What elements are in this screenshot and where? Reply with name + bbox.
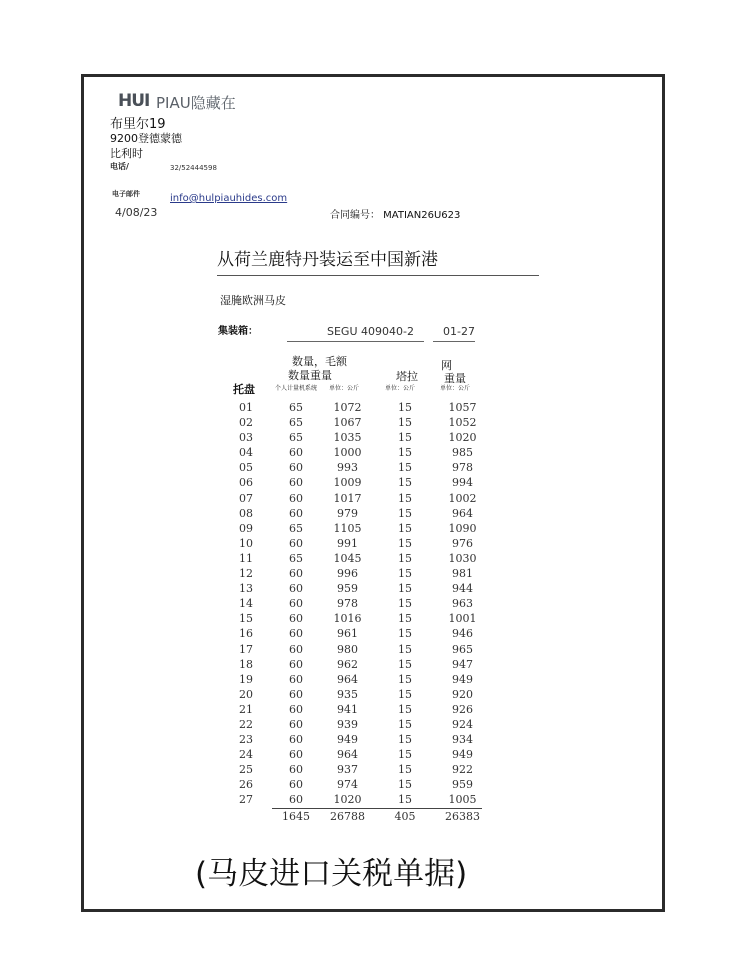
table-row (216, 506, 494, 521)
product-name: 湿腌欧洲马皮 (220, 294, 286, 307)
cell-net: 1030 (448, 551, 477, 565)
cell-pallet: 24 (239, 748, 253, 762)
cell-net: 946 (452, 627, 473, 641)
cell-gross: 1035 (333, 431, 362, 445)
cell-pallet: 25 (239, 763, 253, 777)
unit-net: 单位：公斤 (440, 385, 471, 392)
cell-pallet: 18 (239, 657, 253, 671)
cell-tare: 15 (398, 717, 412, 731)
cell-pallet: 06 (239, 476, 253, 490)
cell-gross: 961 (337, 627, 358, 641)
cell-gross: 959 (337, 582, 358, 596)
table-row (216, 566, 494, 581)
cell-tare: 15 (398, 536, 412, 550)
total-net: 26383 (445, 810, 480, 823)
cell-tare: 15 (398, 597, 412, 611)
cell-net: 976 (452, 536, 473, 550)
container-number: SEGU 409040-2 (327, 325, 414, 338)
cell-gross: 1105 (333, 521, 362, 535)
cell-qty: 60 (289, 582, 303, 596)
cell-tare: 15 (398, 551, 412, 565)
totals-divider (272, 808, 482, 809)
cell-qty: 60 (289, 597, 303, 611)
cell-pallet: 01 (239, 401, 253, 414)
cell-tare: 15 (398, 793, 412, 807)
container-code: 01-27 (443, 325, 475, 338)
cell-gross: 993 (337, 461, 358, 475)
cell-pallet: 22 (239, 717, 253, 731)
table-row (216, 536, 494, 551)
table-row (216, 611, 494, 626)
table-row (216, 702, 494, 717)
cell-tare: 15 (398, 778, 412, 792)
cell-gross: 974 (337, 778, 358, 792)
table-row (216, 762, 494, 777)
cell-tare: 15 (398, 748, 412, 762)
cell-gross: 979 (337, 506, 358, 520)
table-row (216, 657, 494, 672)
cell-tare: 15 (398, 506, 412, 520)
cell-net: 1002 (448, 491, 477, 505)
title-divider (217, 275, 539, 276)
cell-pallet: 03 (239, 431, 253, 445)
cell-tare: 15 (398, 733, 412, 747)
cell-tare: 15 (398, 491, 412, 505)
table-row (216, 777, 494, 792)
company-logo: HUI (118, 91, 150, 111)
cell-net: 944 (452, 582, 473, 596)
cell-tare: 15 (398, 642, 412, 656)
email-link[interactable]: info@hulpiauhides.com (170, 193, 288, 204)
cell-gross: 991 (337, 536, 358, 550)
cell-pallet: 21 (239, 702, 253, 716)
cell-net: 985 (452, 446, 473, 460)
cell-tare: 15 (398, 431, 412, 445)
pallet-table (216, 400, 494, 808)
cell-net: 922 (452, 763, 473, 777)
cell-gross: 941 (337, 702, 358, 716)
cell-pallet: 11 (239, 551, 253, 565)
unit-tare: 单位：公斤 (385, 385, 416, 392)
cell-qty: 60 (289, 642, 303, 656)
table-row (216, 747, 494, 762)
cell-qty: 60 (289, 476, 303, 490)
cell-tare: 15 (398, 702, 412, 716)
address-line-2: 9200登德蒙德 (110, 132, 182, 145)
cell-qty: 65 (289, 416, 303, 430)
cell-gross: 978 (337, 597, 358, 611)
cell-net: 965 (452, 642, 473, 656)
cell-qty: 60 (289, 687, 303, 701)
cell-pallet: 19 (239, 672, 253, 686)
header-net-2: 重量 (444, 372, 466, 385)
unit-gross: 单位：公斤 (329, 385, 360, 392)
table-row (216, 521, 494, 536)
cell-qty: 60 (289, 446, 303, 460)
cell-net: 981 (452, 567, 473, 581)
cell-qty: 60 (289, 763, 303, 777)
cell-tare: 15 (398, 763, 412, 777)
cell-gross: 1017 (333, 491, 362, 505)
table-row (216, 430, 494, 445)
phone-value: 32/52444598 (170, 164, 217, 172)
cell-pallet: 04 (239, 446, 253, 460)
cell-gross: 1072 (333, 401, 362, 414)
cell-net: 1001 (448, 612, 477, 626)
cell-qty: 65 (289, 401, 303, 414)
table-row (216, 491, 494, 506)
header-qty-gross-1: 数量，毛额 (292, 355, 347, 368)
address-line-3: 比利时 (110, 147, 143, 160)
table-row (216, 551, 494, 566)
cell-net: 924 (452, 717, 473, 731)
cell-net: 964 (452, 506, 473, 520)
cell-net: 1057 (448, 401, 477, 414)
cell-tare: 15 (398, 657, 412, 671)
cell-pallet: 14 (239, 597, 253, 611)
cell-pallet: 07 (239, 491, 253, 505)
cell-net: 1052 (448, 416, 477, 430)
table-row (216, 596, 494, 611)
table-row (216, 445, 494, 460)
total-gross: 26788 (330, 810, 365, 823)
cell-gross: 937 (337, 763, 358, 777)
cell-net: 934 (452, 733, 473, 747)
cell-qty: 60 (289, 657, 303, 671)
cell-qty: 60 (289, 793, 303, 807)
cell-gross: 980 (337, 642, 358, 656)
company-name: PIAU隐藏在 (156, 94, 236, 112)
cell-net: 947 (452, 657, 473, 671)
phone-label: 电话/ (110, 162, 129, 171)
cell-net: 994 (452, 476, 473, 490)
cell-tare: 15 (398, 446, 412, 460)
table-row (216, 475, 494, 490)
cell-gross: 1016 (333, 612, 362, 626)
cell-gross: 1009 (333, 476, 362, 490)
header-net-1: 网 (441, 359, 452, 372)
cell-qty: 60 (289, 627, 303, 641)
cell-tare: 15 (398, 687, 412, 701)
table-row (216, 792, 494, 807)
cell-qty: 60 (289, 567, 303, 581)
cell-qty: 60 (289, 536, 303, 550)
cell-pallet: 20 (239, 687, 253, 701)
cell-tare: 15 (398, 521, 412, 535)
cell-pallet: 09 (239, 521, 253, 535)
shipment-title: 从荷兰鹿特丹装运至中国新港 (217, 250, 438, 270)
container-underline (287, 341, 424, 342)
cell-tare: 15 (398, 461, 412, 475)
table-row (216, 415, 494, 430)
cell-pallet: 12 (239, 567, 253, 581)
cell-gross: 1020 (333, 793, 362, 807)
cell-pallet: 13 (239, 582, 253, 596)
cell-pallet: 23 (239, 733, 253, 747)
table-row (216, 400, 494, 415)
table-row (216, 732, 494, 747)
cell-qty: 60 (289, 506, 303, 520)
header-qty-gross-2: 数量重量 (288, 369, 332, 382)
table-row (216, 626, 494, 641)
cell-tare: 15 (398, 672, 412, 686)
cell-gross: 1045 (333, 551, 362, 565)
cell-pallet: 15 (239, 612, 253, 626)
cell-net: 978 (452, 461, 473, 475)
unit-qty: 个人计量机系统 (275, 385, 318, 392)
cell-qty: 65 (289, 551, 303, 565)
cell-pallet: 02 (239, 416, 253, 430)
cell-qty: 60 (289, 461, 303, 475)
cell-net: 963 (452, 597, 473, 611)
code-underline (433, 341, 475, 342)
cell-pallet: 08 (239, 506, 253, 520)
cell-net: 949 (452, 672, 473, 686)
cell-net: 1005 (448, 793, 477, 807)
caption: (马皮进口关税单据) (195, 856, 468, 892)
cell-gross: 1000 (333, 446, 362, 460)
cell-gross: 1067 (333, 416, 362, 430)
table-row (216, 642, 494, 657)
cell-qty: 60 (289, 491, 303, 505)
cell-net: 949 (452, 748, 473, 762)
cell-net: 959 (452, 778, 473, 792)
cell-gross: 962 (337, 657, 358, 671)
contract-number: 合同编号： MATIAN26U623 (330, 210, 461, 221)
table-row (216, 460, 494, 475)
container-label: 集装箱： (218, 326, 258, 337)
cell-net: 1090 (448, 521, 477, 535)
table-row (216, 687, 494, 702)
cell-tare: 15 (398, 416, 412, 430)
cell-pallet: 16 (239, 627, 253, 641)
cell-tare: 15 (398, 401, 412, 414)
cell-qty: 60 (289, 702, 303, 716)
cell-tare: 15 (398, 567, 412, 581)
total-tare: 405 (394, 810, 416, 823)
cell-qty: 60 (289, 612, 303, 626)
cell-tare: 15 (398, 627, 412, 641)
cell-gross: 964 (337, 748, 358, 762)
cell-net: 920 (452, 687, 473, 701)
header-pallet: 托盘 (233, 383, 255, 396)
table-row (216, 672, 494, 687)
cell-qty: 60 (289, 672, 303, 686)
cell-qty: 60 (289, 733, 303, 747)
document-date: 4/08/23 (115, 206, 158, 219)
email-label: 电子邮件 (112, 190, 140, 198)
cell-tare: 15 (398, 582, 412, 596)
cell-gross: 949 (337, 733, 358, 747)
table-row (216, 717, 494, 732)
cell-pallet: 10 (239, 536, 253, 550)
cell-pallet: 05 (239, 461, 253, 475)
cell-tare: 15 (398, 612, 412, 626)
header-tare: 塔拉 (396, 370, 418, 383)
cell-net: 926 (452, 702, 473, 716)
cell-gross: 996 (337, 567, 358, 581)
cell-qty: 65 (289, 521, 303, 535)
cell-qty: 60 (289, 778, 303, 792)
address-line-1: 布里尔19 (110, 117, 166, 132)
total-qty: 1645 (282, 810, 310, 823)
cell-gross: 964 (337, 672, 358, 686)
cell-qty: 60 (289, 748, 303, 762)
cell-net: 1020 (448, 431, 477, 445)
cell-pallet: 27 (239, 793, 253, 807)
table-row (216, 581, 494, 596)
cell-pallet: 17 (239, 642, 253, 656)
cell-tare: 15 (398, 476, 412, 490)
cell-qty: 60 (289, 717, 303, 731)
cell-pallet: 26 (239, 778, 253, 792)
cell-gross: 939 (337, 717, 358, 731)
cell-gross: 935 (337, 687, 358, 701)
cell-qty: 65 (289, 431, 303, 445)
